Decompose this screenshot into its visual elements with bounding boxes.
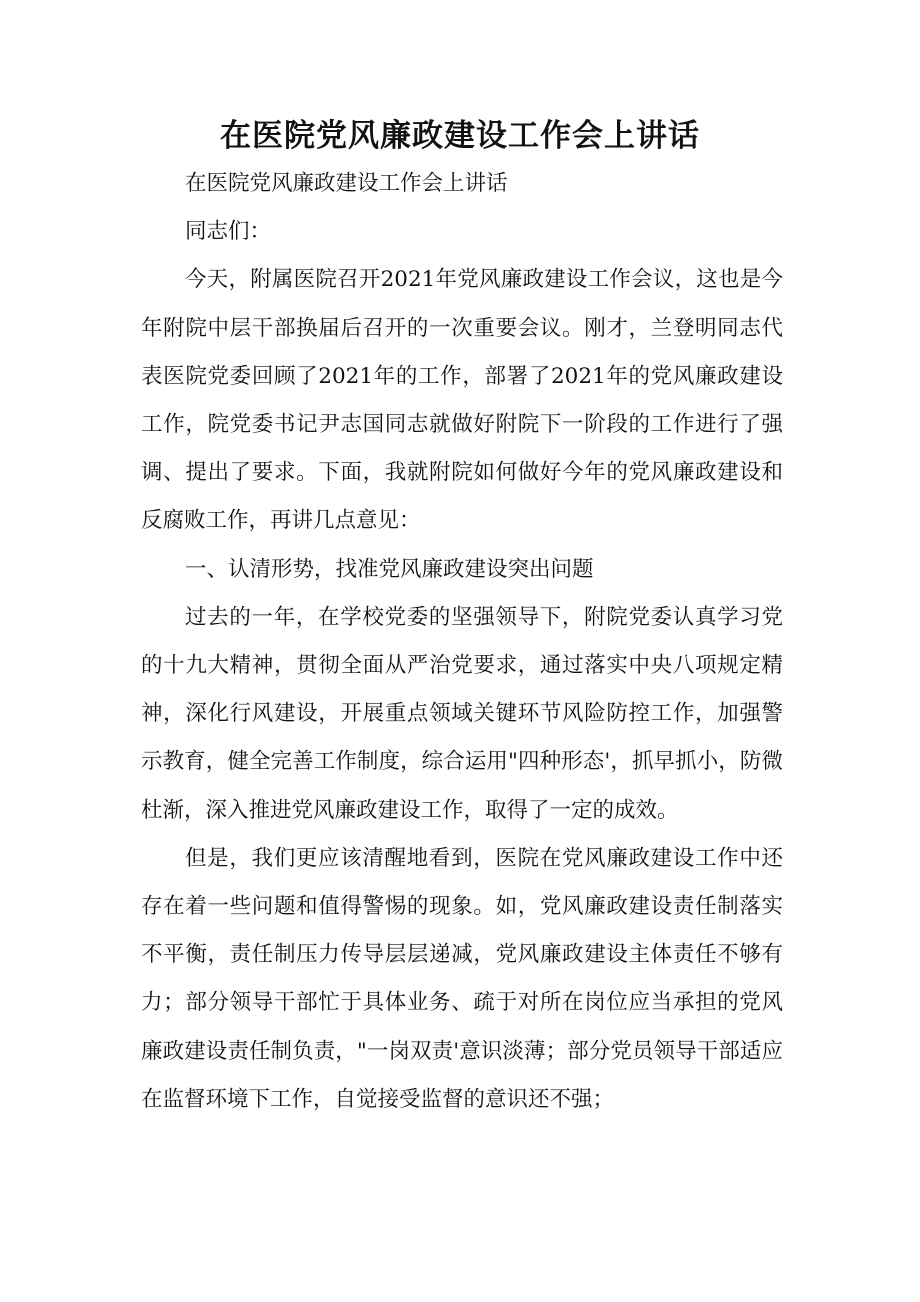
document-body [141,160,783,1124]
section-heading: 一、认清形势，找准党风廉政建设突出问题 [185,556,594,582]
document-title: 在医院党风廉政建设工作会上讲话 [220,118,700,154]
body-paragraph: 但是，我们更应该清醒地看到，医院在党风廉政建设工作中还存在着一些问题和值得警惕的现象。如，党风廉政建设责任制落实不平衡，责任制压力传导层层递减，党风廉政建设主体责任不够有力；部分领导干部忙于具体业务、疏于对所在岗位应当承担的党风廉政建设责任制负责，"一岗双责'意识淡薄；部分党员领导干部适应在监督环境下工作，自觉接受监督的意识还不强； [141,845,783,1112]
salutation-paragraph: 同志们： [185,219,272,245]
body-paragraph: 过去的一年，在学校党委的坚强领导下，附院党委认真学习党的十九大精神，贯彻全面从严治党要求，通过落实中央八项规定精神，深化行风建设，开展重点领域关键环节风险防控工作，加强警示教育，健全完善工作制度，综合运用"四种形态'，抓早抓小，防微杜渐，深入推进党风廉政建设工作，取得了一定的成效。 [141,604,783,823]
subtitle-paragraph: 在医院党风廉政建设工作会上讲话 [185,171,508,196]
body-paragraph: 今天，附属医院召开2021年党风廉政建设工作会议，这也是今年附院中层干部换届后召开的一次重要会议。刚才，兰登明同志代表医院党委回顾了2021年的工作，部署了2021年的党风廉政建设工作，院党委书记尹志国同志就做好附院下一阶段的工作进行了强调、提出了要求。下面，我就附院如何做好今年的党风廉政建设和反腐败工作，再讲几点意见： [141,267,783,534]
